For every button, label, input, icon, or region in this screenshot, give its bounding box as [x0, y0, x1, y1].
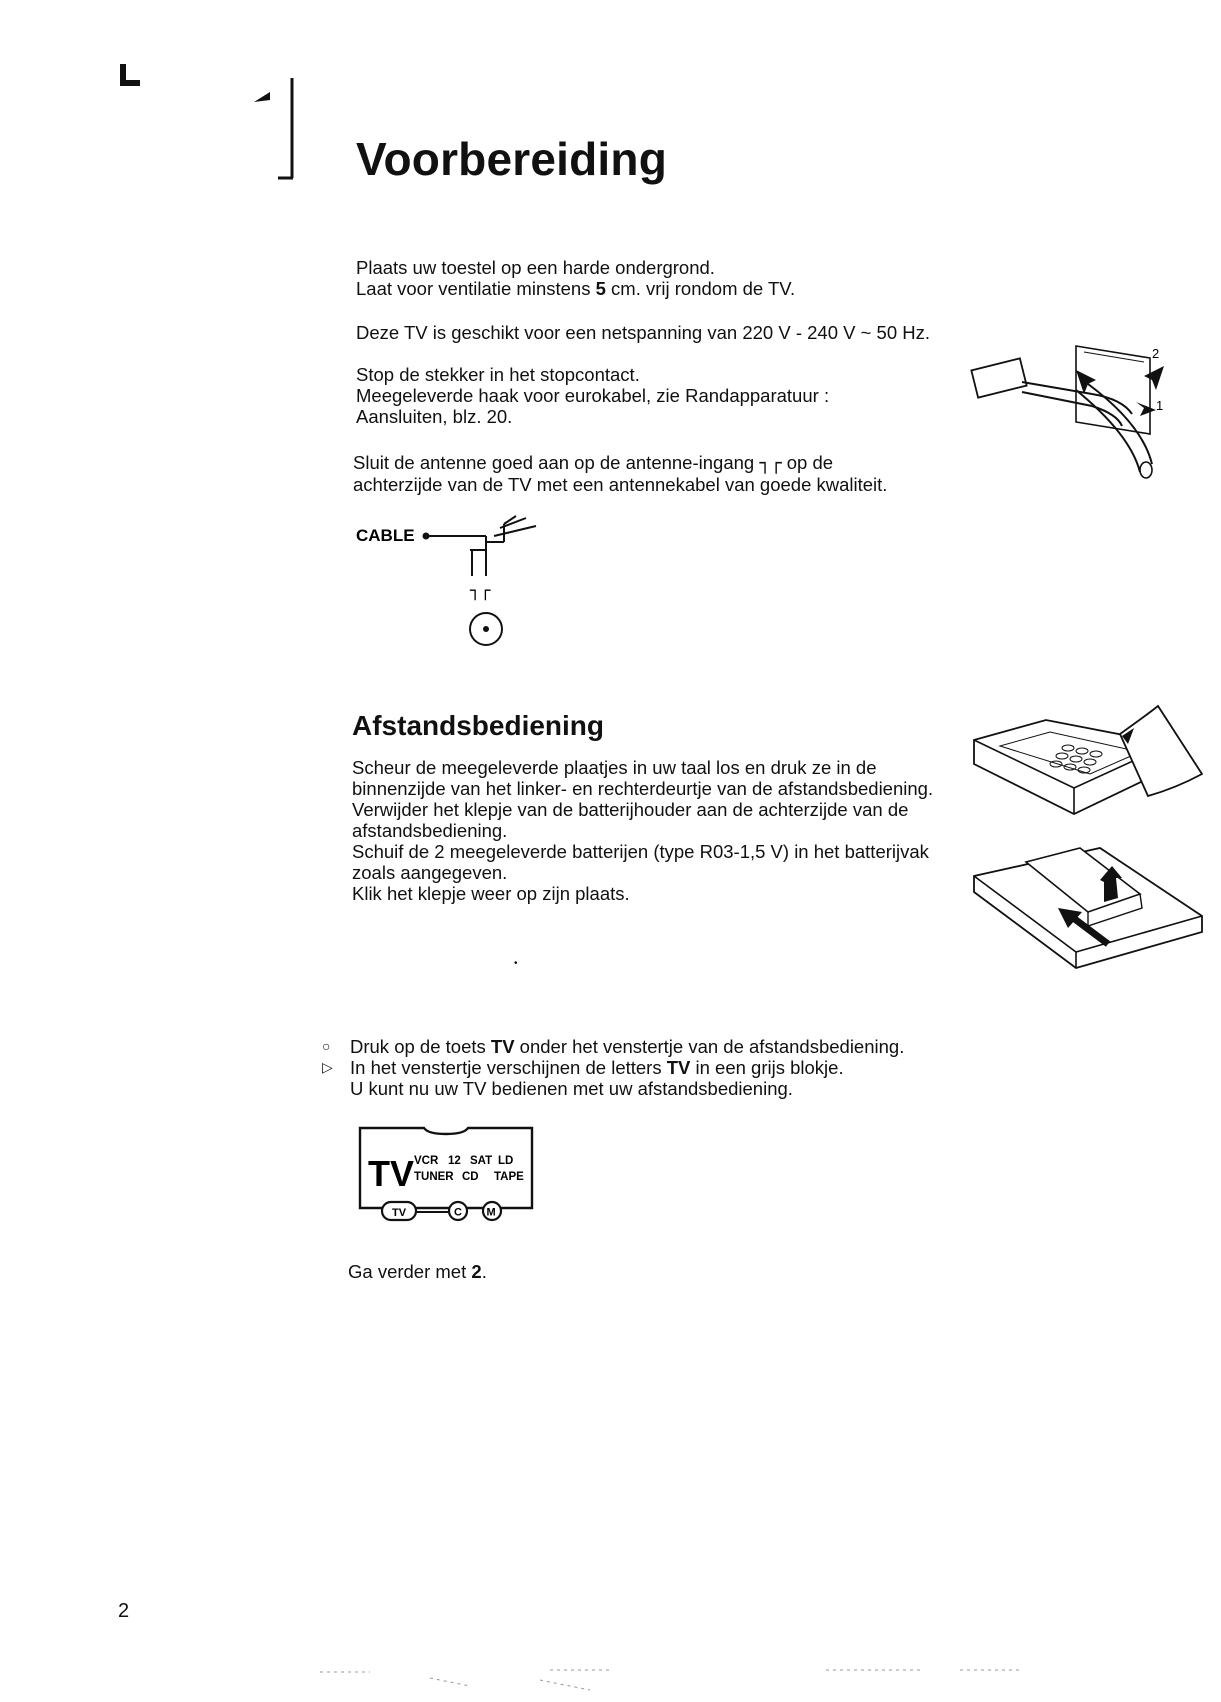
plug-label-1: 1: [1156, 398, 1164, 413]
antenna-symbol: ┐┌: [470, 581, 491, 601]
antenna-input-icon: ┐┌: [759, 453, 782, 474]
result-arrow-icon: ▷: [322, 1059, 333, 1075]
remote-line-4: afstandsbediening.: [352, 820, 508, 841]
remote-door-illustration: [970, 704, 1206, 824]
remote-line-3: Verwijder het klepje van de batterijhouder aan de achterzijde van de: [352, 799, 909, 820]
cable-label: CABLE: [356, 526, 415, 545]
plug-line-1: Stop de stekker in het stopcontact.: [356, 364, 640, 385]
corner-mark: [120, 64, 140, 86]
display-vcr: VCR: [414, 1155, 439, 1167]
remote-display-window: [358, 1126, 536, 1224]
continue-note: Ga verder met 2.: [348, 1261, 487, 1282]
antenna-diagram: [354, 514, 554, 646]
step-1: ○ Druk op de toets TV onder het venstertje van de afstandsbediening.: [322, 1036, 905, 1057]
display-ld: LD: [498, 1155, 514, 1167]
remote-line-5: Schuif de 2 meegeleverde batterijen (type R03-1,5 V) in het batterijvak: [352, 841, 929, 862]
step-2: ▷ In het venstertje verschijnen de letters TV in een grijs blokje.: [322, 1057, 844, 1078]
remote-line-6: zoals aangegeven.: [352, 862, 508, 883]
plug-paragraph: [356, 364, 829, 427]
step-3: U kunt nu uw TV bedienen met uw afstandsbediening.: [350, 1078, 793, 1099]
plug-label-2: 2: [1152, 346, 1160, 361]
antenna-paragraph: [353, 452, 887, 495]
remote-line-2: binnenzijde van het linker- en rechterdeurtje van de afstandsbediening.: [352, 778, 934, 799]
plug-illustration: [972, 344, 1172, 484]
scan-noise: [300, 1666, 1020, 1696]
plug-line-3: Aansluiten, blz. 20.: [356, 406, 513, 427]
display-m-button-label: M: [486, 1206, 496, 1219]
display-c-button-label: C: [454, 1206, 462, 1219]
page-number: 2: [118, 1600, 130, 1622]
placement-paragraph: [356, 257, 795, 299]
voltage-paragraph: Deze TV is geschikt voor een netspanning van 220 V - 240 V ~ 50 Hz.: [356, 322, 931, 343]
remote-heading: Afstandsbediening: [352, 710, 605, 741]
chapter-number-graphic: [248, 78, 298, 188]
placement-line-2: Laat voor ventilatie minstens 5 cm. vrij rondom de TV.: [356, 278, 796, 299]
remote-line-7: Klik het klepje weer op zijn plaats.: [352, 883, 630, 904]
scan-dot: •: [514, 958, 518, 969]
display-tv-button-label: TV: [392, 1207, 407, 1219]
placement-line-1: Plaats uw toestel op een harde ondergrond.: [356, 257, 715, 278]
display-tv-big: TV: [368, 1153, 415, 1194]
remote-battery-illustration: [970, 836, 1206, 976]
antenna-line-1: Sluit de antenne goed aan op de antenne-ingang ┐┌ op de: [353, 452, 834, 474]
display-sat: SAT: [470, 1155, 493, 1167]
display-cd: CD: [462, 1171, 479, 1183]
antenna-line-2: achterzijde van de TV met een antennekabel van goede kwaliteit.: [353, 474, 888, 495]
display-tuner: TUNER: [414, 1171, 454, 1183]
step-bullet-icon: ○: [322, 1038, 331, 1054]
remote-line-1: Scheur de meegeleverde plaatjes in uw taal los en druk ze in de: [352, 757, 877, 778]
display-tape: TAPE: [494, 1171, 524, 1183]
page-title: Voorbereiding: [356, 133, 667, 185]
plug-line-2: Meegeleverde haak voor eurokabel, zie Randapparatuur :: [356, 385, 830, 406]
display-12: 12: [448, 1155, 461, 1167]
remote-paragraph: [352, 757, 933, 904]
